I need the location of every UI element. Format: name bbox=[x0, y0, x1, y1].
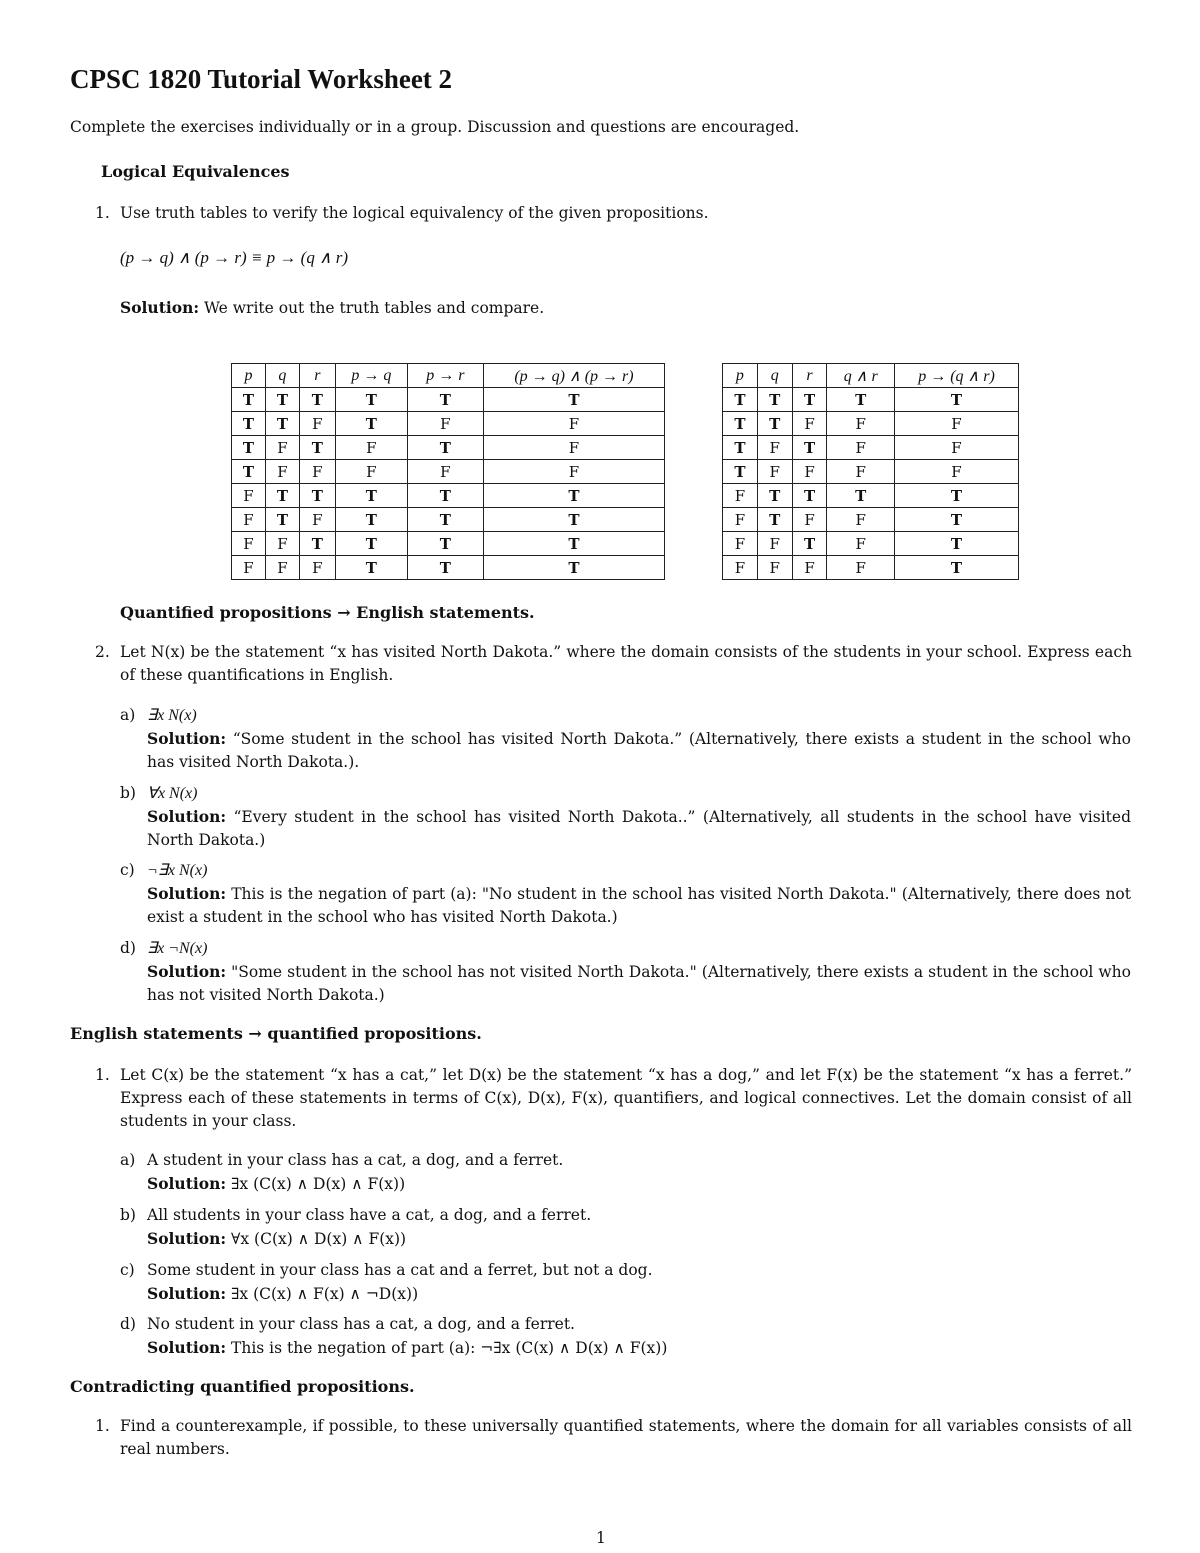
section-heading-contradicting: Contradicting quantified propositions. bbox=[70, 1377, 415, 1396]
part-label: b) bbox=[120, 784, 136, 802]
table-cell: F bbox=[757, 460, 792, 484]
solution-text: This is the negation of part (a): "No student in the school has visited North Dakota." (Alternatively, there does not exist a student in the school who has visited North Dakota.) bbox=[147, 885, 1131, 926]
truth-table-right bbox=[722, 363, 1019, 580]
question-number: 2. bbox=[95, 643, 110, 661]
page-title: CPSC 1820 Tutorial Worksheet 2 bbox=[70, 64, 453, 94]
solution-text: “Every student in the school has visited North Dakota..” (Alternatively, all students in the school have visited North Dakota.) bbox=[147, 808, 1131, 849]
question-text: Let N(x) be the statement “x has visited North Dakota.” where the domain consists of the students in your school. Express each of these quantifications in English. bbox=[120, 643, 1132, 684]
table-cell: T bbox=[895, 388, 1019, 412]
table-cell: F bbox=[232, 484, 266, 508]
table-header-row bbox=[723, 364, 1019, 388]
table-cell: F bbox=[299, 556, 335, 580]
table-row bbox=[723, 508, 1019, 532]
solution-label: Solution: bbox=[147, 1174, 227, 1193]
table-cell: F bbox=[723, 556, 758, 580]
solution-text: ∃x (C(x) ∧ D(x) ∧ F(x)) bbox=[231, 1175, 406, 1193]
table-cell: F bbox=[265, 556, 299, 580]
table-cell: F bbox=[827, 556, 895, 580]
table-cell: T bbox=[335, 484, 407, 508]
table-cell: F bbox=[723, 508, 758, 532]
table-cell: F bbox=[895, 436, 1019, 460]
table-header-row bbox=[232, 364, 665, 388]
table-row bbox=[232, 556, 665, 580]
table-cell: T bbox=[723, 436, 758, 460]
solution-label: Solution: bbox=[147, 884, 227, 903]
table-cell: T bbox=[792, 436, 827, 460]
table-cell: T bbox=[792, 532, 827, 556]
table-row bbox=[232, 508, 665, 532]
part-body bbox=[147, 1259, 1131, 1306]
table-cell: T bbox=[895, 532, 1019, 556]
part-label: d) bbox=[120, 1315, 136, 1333]
table-cell: T bbox=[407, 556, 483, 580]
table-cell: T bbox=[299, 436, 335, 460]
table-cell: F bbox=[407, 460, 483, 484]
question-text: Use truth tables to verify the logical equivalency of the given propositions. bbox=[120, 204, 709, 222]
table-row bbox=[723, 484, 1019, 508]
table-row bbox=[232, 460, 665, 484]
truth-table-left bbox=[231, 363, 665, 580]
table-row bbox=[723, 436, 1019, 460]
solution-text: ∃x (C(x) ∧ F(x) ∧ ¬D(x)) bbox=[231, 1285, 419, 1303]
solution-text: “Some student in the school has visited North Dakota.” (Alternatively, there exists a student in the school who has visited North Dakota.). bbox=[147, 730, 1131, 771]
table-cell: F bbox=[723, 532, 758, 556]
table-header-cell: q ∧ r bbox=[827, 364, 895, 388]
part-label: c) bbox=[120, 1261, 135, 1279]
table-cell: F bbox=[792, 556, 827, 580]
table-row bbox=[232, 388, 665, 412]
part-expression: ∃x ¬N(x) bbox=[147, 940, 208, 957]
table-cell: F bbox=[265, 532, 299, 556]
solution-label: Solution: bbox=[147, 962, 227, 981]
table-cell: F bbox=[757, 556, 792, 580]
table-cell: F bbox=[483, 436, 664, 460]
part-body bbox=[147, 782, 1131, 852]
table-cell: T bbox=[827, 388, 895, 412]
table-cell: T bbox=[483, 556, 664, 580]
table-row bbox=[723, 556, 1019, 580]
table-cell: F bbox=[827, 412, 895, 436]
formula: (p → q) ∧ (p → r) ≡ p → (q ∧ r) bbox=[120, 248, 349, 267]
table-cell: F bbox=[299, 412, 335, 436]
table-cell: F bbox=[792, 460, 827, 484]
table-cell: T bbox=[895, 508, 1019, 532]
table-cell: F bbox=[335, 436, 407, 460]
table-cell: F bbox=[757, 532, 792, 556]
intro-text: Complete the exercises individually or in a group. Discussion and questions are encouraged. bbox=[70, 118, 800, 136]
table-cell: T bbox=[232, 460, 266, 484]
table-cell: F bbox=[407, 412, 483, 436]
table-cell: T bbox=[335, 388, 407, 412]
table-cell: T bbox=[265, 508, 299, 532]
table-cell: F bbox=[232, 532, 266, 556]
part-expression: ∀x N(x) bbox=[147, 785, 198, 802]
part-text: No student in your class has a cat, a dog, and a ferret. bbox=[147, 1315, 575, 1333]
part-text: A student in your class has a cat, a dog, and a ferret. bbox=[147, 1151, 564, 1169]
table-cell: T bbox=[792, 388, 827, 412]
table-cell: T bbox=[232, 388, 266, 412]
table-cell: F bbox=[827, 436, 895, 460]
part-text: All students in your class have a cat, a dog, and a ferret. bbox=[147, 1206, 592, 1224]
table-cell: T bbox=[299, 484, 335, 508]
table-cell: T bbox=[483, 484, 664, 508]
part-text: Some student in your class has a cat and a ferret, but not a dog. bbox=[147, 1261, 653, 1279]
table-cell: T bbox=[407, 508, 483, 532]
part-label: a) bbox=[120, 706, 136, 724]
table-row bbox=[232, 412, 665, 436]
table-cell: T bbox=[265, 412, 299, 436]
solution-label: Solution: bbox=[147, 807, 227, 826]
solution-label: Solution: bbox=[147, 1229, 227, 1248]
table-row bbox=[723, 460, 1019, 484]
solution-text: We write out the truth tables and compare. bbox=[204, 299, 545, 317]
table-header-cell: r bbox=[792, 364, 827, 388]
table-cell: T bbox=[895, 484, 1019, 508]
table-cell: F bbox=[299, 460, 335, 484]
table-cell: T bbox=[407, 484, 483, 508]
table-cell: T bbox=[299, 388, 335, 412]
table-cell: F bbox=[265, 460, 299, 484]
table-cell: T bbox=[265, 484, 299, 508]
solution-label: Solution: bbox=[147, 1338, 227, 1357]
table-cell: T bbox=[335, 412, 407, 436]
table-cell: F bbox=[335, 460, 407, 484]
table-header-cell: q bbox=[757, 364, 792, 388]
table-cell: T bbox=[335, 556, 407, 580]
table-cell: F bbox=[483, 460, 664, 484]
table-cell: T bbox=[407, 436, 483, 460]
part-label: c) bbox=[120, 861, 135, 879]
table-cell: F bbox=[265, 436, 299, 460]
table-row bbox=[723, 532, 1019, 556]
table-cell: T bbox=[757, 508, 792, 532]
solution-label: Solution: bbox=[120, 298, 200, 317]
table-cell: F bbox=[827, 460, 895, 484]
table-cell: F bbox=[232, 556, 266, 580]
table-cell: F bbox=[723, 484, 758, 508]
table-cell: F bbox=[792, 508, 827, 532]
table-cell: T bbox=[792, 484, 827, 508]
table-cell: T bbox=[827, 484, 895, 508]
solution-text: This is the negation of part (a): ¬∃x (C(x) ∧ D(x) ∧ F(x)) bbox=[231, 1339, 668, 1357]
table-cell: T bbox=[723, 412, 758, 436]
table-cell: T bbox=[232, 436, 266, 460]
solution-text: ∀x (C(x) ∧ D(x) ∧ F(x)) bbox=[231, 1230, 407, 1248]
table-row bbox=[723, 388, 1019, 412]
part-label: a) bbox=[120, 1151, 136, 1169]
question-text: Find a counterexample, if possible, to these universally quantified statements, where the domain for all variables consists of all real numbers. bbox=[120, 1417, 1132, 1458]
solution-label: Solution: bbox=[147, 1284, 227, 1303]
table-cell: T bbox=[483, 532, 664, 556]
table-cell: T bbox=[232, 412, 266, 436]
table-cell: T bbox=[407, 532, 483, 556]
table-cell: T bbox=[757, 412, 792, 436]
part-expression: ∃x N(x) bbox=[147, 707, 197, 724]
page-number: 1 bbox=[596, 1529, 606, 1547]
table-cell: T bbox=[335, 508, 407, 532]
table-cell: F bbox=[895, 460, 1019, 484]
table-header-cell: (p → q) ∧ (p → r) bbox=[483, 364, 664, 388]
table-row bbox=[232, 532, 665, 556]
table-row bbox=[723, 412, 1019, 436]
section-heading-logical-equivalences: Logical Equivalences bbox=[101, 162, 290, 181]
part-body bbox=[147, 1149, 1131, 1196]
section-heading-quantified-to-english: Quantified propositions → English statements. bbox=[120, 603, 535, 622]
table-cell: F bbox=[299, 508, 335, 532]
part-body bbox=[147, 1313, 1131, 1360]
question-number: 1. bbox=[95, 204, 110, 222]
table-cell: F bbox=[792, 412, 827, 436]
part-body bbox=[147, 1204, 1131, 1251]
section-heading-english-to-quantified: English statements → quantified propositions. bbox=[70, 1024, 482, 1043]
table-header-cell: p → q bbox=[335, 364, 407, 388]
table-row bbox=[232, 484, 665, 508]
table-cell: T bbox=[757, 484, 792, 508]
table-cell: F bbox=[757, 436, 792, 460]
table-cell: T bbox=[335, 532, 407, 556]
table-cell: T bbox=[723, 388, 758, 412]
table-cell: F bbox=[827, 532, 895, 556]
part-body bbox=[147, 859, 1131, 929]
table-cell: F bbox=[483, 412, 664, 436]
part-expression: ¬∃x N(x) bbox=[147, 862, 208, 879]
table-cell: T bbox=[757, 388, 792, 412]
part-body bbox=[147, 937, 1131, 1007]
part-body bbox=[147, 704, 1131, 774]
table-row bbox=[232, 436, 665, 460]
table-cell: F bbox=[895, 412, 1019, 436]
table-cell: T bbox=[407, 388, 483, 412]
table-cell: T bbox=[265, 388, 299, 412]
table-cell: T bbox=[299, 532, 335, 556]
solution-label: Solution: bbox=[147, 729, 227, 748]
table-cell: T bbox=[483, 388, 664, 412]
part-label: b) bbox=[120, 1206, 136, 1224]
table-header-cell: r bbox=[299, 364, 335, 388]
table-header-cell: p → r bbox=[407, 364, 483, 388]
question-text: Let C(x) be the statement “x has a cat,” let D(x) be the statement “x has a dog,” and let F(x) be the statement “x has a ferret.” Express each of these statements in terms of C(x), D(x), F(x), quantifiers, and logical connectives. Let the domain consist of all students in your class. bbox=[120, 1066, 1132, 1130]
table-cell: T bbox=[483, 508, 664, 532]
question-number: 1. bbox=[95, 1417, 110, 1435]
solution-text: "Some student in the school has not visited North Dakota." (Alternatively, there exists a student in the school who has not visited North Dakota.) bbox=[147, 963, 1131, 1004]
table-cell: F bbox=[232, 508, 266, 532]
table-header-cell: p bbox=[232, 364, 266, 388]
question-number: 1. bbox=[95, 1066, 110, 1084]
table-cell: T bbox=[895, 556, 1019, 580]
table-header-cell: p bbox=[723, 364, 758, 388]
part-label: d) bbox=[120, 939, 136, 957]
table-cell: T bbox=[723, 460, 758, 484]
table-header-cell: q bbox=[265, 364, 299, 388]
table-cell: F bbox=[827, 508, 895, 532]
table-header-cell: p → (q ∧ r) bbox=[895, 364, 1019, 388]
